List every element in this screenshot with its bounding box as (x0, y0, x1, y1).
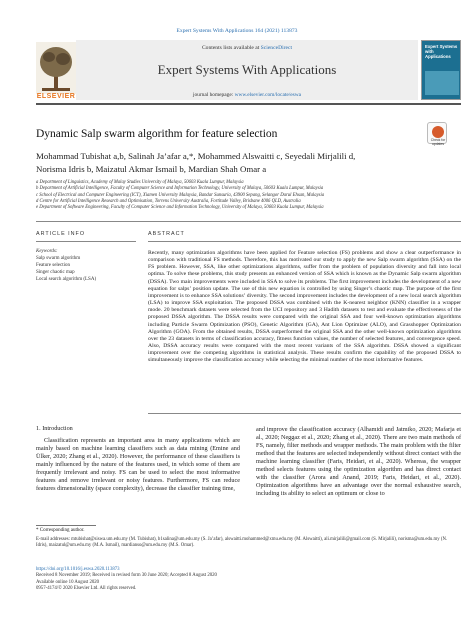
affiliation: d Centre for Artificial Intelligence Research and Optimisation, Torrens University Australia, Fortitude Valley, Brisbane 4006 QLD, Australia (36, 198, 301, 204)
journal-name: Expert Systems With Applications (157, 62, 337, 77)
keyword-item: Salp swarm algorithm (36, 256, 81, 261)
copyright-line: 0957-4174/© 2020 Elsevier Ltd. All rights reserved. (36, 586, 137, 592)
affiliation: e Department of Software Engineering, Faculty of Computer Science and Information Technology, University of Malaya, 50603 Kuala Lumpur, Malaysia (36, 205, 324, 211)
authors-line-2: Norisma Idris b, Maizatul Akmar Ismail b, Mardian Shah Omar a (36, 163, 267, 174)
publication-info (36, 567, 456, 593)
journal-cover-image (421, 40, 461, 100)
crossmark-icon (432, 126, 444, 138)
contents-line (76, 45, 418, 51)
abstract-bottom-rule (148, 413, 461, 414)
elsevier-tree-logo-icon (36, 42, 76, 94)
abstract-text: Recently, many optimization algorithms have been applied for Feature selection (FS) problems and show a clear outperformance in comparison with traditional FS methods. Therefore, this has motivated our study to apply the new Salp swarm algorithm (SSA) on the FS problem. However, SSA, like other optimizations algorithms, suffer from the problem of population diversity and fall into local optima. To solve these problems, this study presents an enhanced version of SSA which is known as the Dynamic Salp swarm algorithm (DSSA). Two main improvements were included in SSA to solve its problems. The first improvement includes the development of a new equation for salps’ position update. The use of this new equation is controlled by using Singer’s chaotic map. The purpose of the first improvement is to enhance SSA solutions’ diversity. The second improvement includes the development of a new local search algorithm (LSA) to improve SSA exploitation. The proposed DSSA was combined with the K-nearest neighbor (KNN) classifier in a wrapper mode. 20 benchmark datasets were selected from the UCI repository and 3 Hadith datasets to test and evaluate the effectiveness of the proposed DSSA algorithm. The DSSA results were compared with the original SSA and four well-known optimization algorithms including Particle Swarm Optimization (PSO), Genetic Algorithm (GA), Ant Lion Optimizer (ALO), and Grasshopper Optimization Algorithm (GOA). From the obtained results, DSSA outperformed the original SSA and the other well-known optimization algorithms over the 23 datasets in terms of classification accuracy, fitness function values, the number of selected features, and convergence speed. Also, DSSA accuracy results were compared with the most recent variants of the SSA algorithm. DSSA showed a significant improvement over the competing algorithms in statistical analysis. These results confirm the capability of the proposed DSSA to simultaneously improve the classification accuracy while selecting the minimal number of the most informative features. (148, 250, 461, 364)
email-addresses: E-mail addresses: mtubishat@siswa.um.edu.my (M. Tubishat), b1salina@um.edu.my (S. Ja’afar), alswaitti.mohammed@xmu.edu.my (M. Alswaitti), ali.mirjalili@gmail.com (S. Mirjalili), norisma@um.edu.my (N. Idris), maizatul@um.edu.my (M.A. Ismail), mardianso@um.edu.my (M.S. Omar). (36, 537, 448, 549)
keyword-item: Local search algorithm (LSA) (36, 277, 97, 282)
affiliation: c School of Electrical and Computer Engineering (ICT), Xiamen University Malaysia, Bandar Sunsuria, 43900 Sepang, Selangor Darul Ehsan, Malaysia (36, 192, 325, 198)
article-info-rule (36, 241, 136, 242)
cover-title: Expert Systems with Applications (425, 44, 458, 59)
header-divider (36, 103, 461, 105)
article-title: Dynamic Salp swarm algorithm for feature selection (36, 128, 278, 140)
affiliation: a Department of Linguistics, Academy of Malay Studies University of Malaya, 50603 Kuala Lumpur, Malaysia (36, 180, 244, 185)
authors-line-1: Mohammad Tubishat a,b, Salinah Ja’afar a,*, Mohammed Alswaitti c, Seyedali Mirjalili d, (36, 151, 356, 161)
homepage-line (76, 92, 418, 98)
article-info-label: ARTICLE INFO (36, 231, 86, 237)
sciencedirect-link[interactable]: ScienceDirect (260, 45, 293, 51)
article-history: Received 8 November 2019; Received in revised form 30 June 2020; Accepted 8 August 2020 (36, 573, 217, 579)
affiliations (36, 180, 461, 211)
corresponding-author-note: * Corresponding author. (36, 528, 85, 533)
online-date: Available online 10 August 2020 (36, 579, 100, 585)
abstract-rule (148, 241, 461, 242)
affiliation-divider (36, 221, 461, 222)
affiliation: b Department of Artificial Intelligence, Faculty of Computer Science and Information Technology, University of Malaya, 50603 Kuala Lumpur, Malaysia (36, 186, 324, 192)
intro-column-right: and improve the classification accuracy (Alhamidi and Jatmiko, 2020; Mafarja et al., 2020; Neggaz et al., 2020; Zhang et al., 2020). There are two main methods of FS, namely, filter methods and wrapper methods. The main problem with the filter method that the features are selected independently without direct contact with the machine learning classifier (Faris, Heidari, et al., 2020). Whereas, the wrapper method selects features using the optimization algorithm and has direct contact with the classifier (Arora and Anand, 2019; Faris, Heidari, et al., 2020). Optimization algorithms have an advantage over the normal exhaustive search, including its ability to select an optimum or close to (256, 426, 461, 497)
footnote-rule (36, 525, 96, 526)
homepage-prefix: journal homepage: (192, 92, 235, 98)
keywords-label: Keywords: (36, 249, 58, 254)
keyword-item: Feature selection (36, 263, 71, 268)
badge-label: Check for updates (430, 138, 446, 146)
cover-graphic (425, 71, 459, 95)
abstract-label: ABSTRACT (148, 231, 185, 237)
check-for-updates-badge[interactable] (427, 122, 447, 144)
homepage-link[interactable]: www.elsevier.com/locate/eswa (234, 92, 302, 98)
section-heading-introduction: 1. Introduction (36, 425, 73, 432)
running-header[interactable]: Expert Systems With Applications 164 (2021) 113873 (176, 28, 298, 34)
author-list (36, 150, 456, 175)
publisher-name: ELSEVIER (36, 93, 76, 100)
contents-prefix: Contents lists available at (201, 45, 261, 51)
intro-column-left: Classification represents an important area in many applications which are mainly based on machine learning classifiers such as data mining (Emine and Ülker, 2020; Zhang et al., 2020). However, the performance of these classifiers is mainly influenced by the nature of the features used, in which some of them are frequently irrelevant and noisy. FS can be used to select the most informative features and remove irrelevant or noisy features. Furthermore, FS can reduce features dimensionality (space complexity), decrease the classifier training time, (36, 437, 240, 492)
keyword-item: Singer chaotic map (36, 270, 75, 275)
doi-link[interactable]: https://doi.org/10.1016/j.eswa.2020.113873 (36, 567, 120, 572)
